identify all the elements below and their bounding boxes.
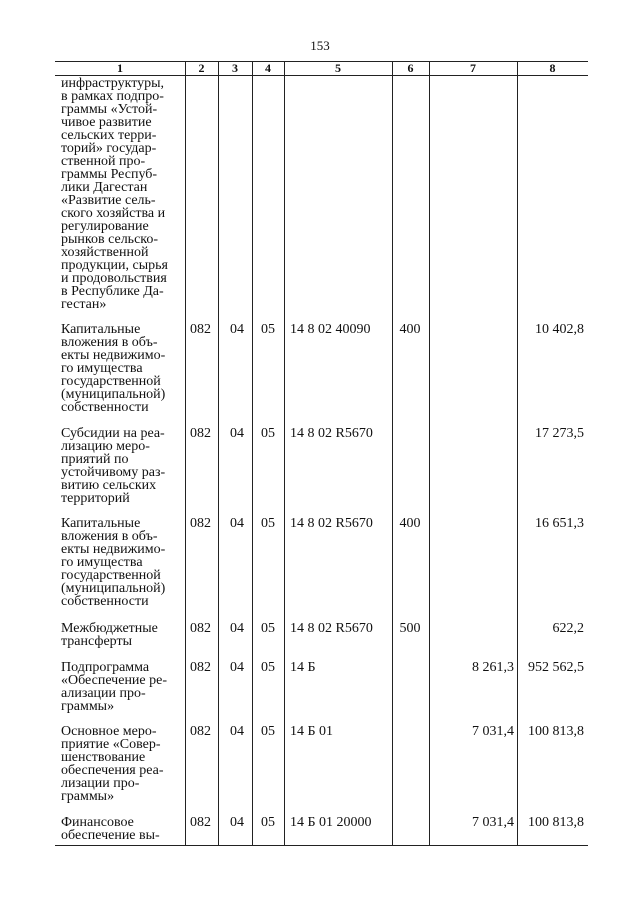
column-header-1: 1 xyxy=(117,61,123,75)
amount-column-8: 100 813,8 xyxy=(528,815,584,830)
subsection-code: 05 xyxy=(261,621,275,636)
row-description: Субсидии на реа- лизацию меро- приятий по устойчивому раз- витию сельских территорий xyxy=(61,426,166,506)
target-article-code: 14 Б 01 xyxy=(290,724,334,739)
target-article-code: 14 8 02 R5670 xyxy=(290,426,373,441)
target-article-code: 14 8 02 R5670 xyxy=(290,516,373,531)
section-code: 04 xyxy=(230,516,244,531)
section-code: 04 xyxy=(230,426,244,441)
expense-type-code: 500 xyxy=(399,621,421,636)
column-header-8: 8 xyxy=(549,61,556,75)
section-code: 04 xyxy=(230,660,244,675)
target-article-code: 14 8 02 40090 xyxy=(290,322,371,337)
table-bottom-border xyxy=(55,845,588,846)
expense-type-code: 400 xyxy=(399,516,421,531)
column-divider xyxy=(517,61,518,846)
row-description: Межбюджетные трансферты xyxy=(61,621,158,649)
column-header-5: 5 xyxy=(335,61,341,75)
column-divider xyxy=(284,61,285,846)
amount-column-7: 7 031,4 xyxy=(472,815,514,830)
subsection-code: 05 xyxy=(261,322,275,337)
row-description: Основное меро- приятие «Совер- шенствование обеспечения реа- лизации про- граммы» xyxy=(61,724,164,804)
admin-code: 082 xyxy=(190,815,211,830)
admin-code: 082 xyxy=(190,426,211,441)
column-header-3: 3 xyxy=(232,61,238,75)
subsection-code: 05 xyxy=(261,426,275,441)
target-article-code: 14 Б xyxy=(290,660,316,675)
admin-code: 082 xyxy=(190,724,211,739)
column-divider xyxy=(218,61,219,846)
section-code: 04 xyxy=(230,621,244,636)
section-code: 04 xyxy=(230,322,244,337)
admin-code: 082 xyxy=(190,660,211,675)
target-article-code: 14 Б 01 20000 xyxy=(290,815,372,830)
row-description: Капитальные вложения в объ- екты недвижимо- го имущества государственной (муниципальной) собственности xyxy=(61,322,166,415)
subsection-code: 05 xyxy=(261,815,275,830)
amount-column-8: 17 273,5 xyxy=(535,426,584,441)
page-number: 153 xyxy=(310,38,330,53)
amount-column-7: 8 261,3 xyxy=(472,660,514,675)
admin-code: 082 xyxy=(190,516,211,531)
amount-column-8: 10 402,8 xyxy=(535,322,584,337)
row-description: инфраструктуры, в рамках подпро- граммы «Устой- чивое развитие сельских терри- торий» государ- ственной про- граммы Респуб- лики Дагестан «Развитие сель- ского хозяйства и регулирование рынков сельско- хозяйственной продукции, сырья и продовольствия в Республике Да- гестан» xyxy=(61,76,168,312)
admin-code: 082 xyxy=(190,621,211,636)
subsection-code: 05 xyxy=(261,516,275,531)
column-header-4: 4 xyxy=(265,61,271,75)
amount-column-8: 100 813,8 xyxy=(528,724,584,739)
row-description: Капитальные вложения в объ- екты недвижимо- го имущества государственной (муниципальной) собственности xyxy=(61,516,166,609)
section-code: 04 xyxy=(230,815,244,830)
column-header-2: 2 xyxy=(198,61,205,75)
column-divider xyxy=(429,61,430,846)
budget-table xyxy=(55,61,588,846)
section-code: 04 xyxy=(230,724,244,739)
row-description: Финансовое обеспечение вы- xyxy=(61,815,160,843)
amount-column-8: 952 562,5 xyxy=(528,660,584,675)
subsection-code: 05 xyxy=(261,724,275,739)
amount-column-8: 622,2 xyxy=(552,621,584,636)
amount-column-7: 7 031,4 xyxy=(472,724,514,739)
column-header-6: 6 xyxy=(407,61,414,75)
column-header-7: 7 xyxy=(470,61,476,75)
amount-column-8: 16 651,3 xyxy=(535,516,584,531)
expense-type-code: 400 xyxy=(399,322,421,337)
admin-code: 082 xyxy=(190,322,211,337)
subsection-code: 05 xyxy=(261,660,275,675)
row-description: Подпрограмма «Обеспечение ре- ализации про- граммы» xyxy=(61,660,168,714)
target-article-code: 14 8 02 R5670 xyxy=(290,621,373,636)
